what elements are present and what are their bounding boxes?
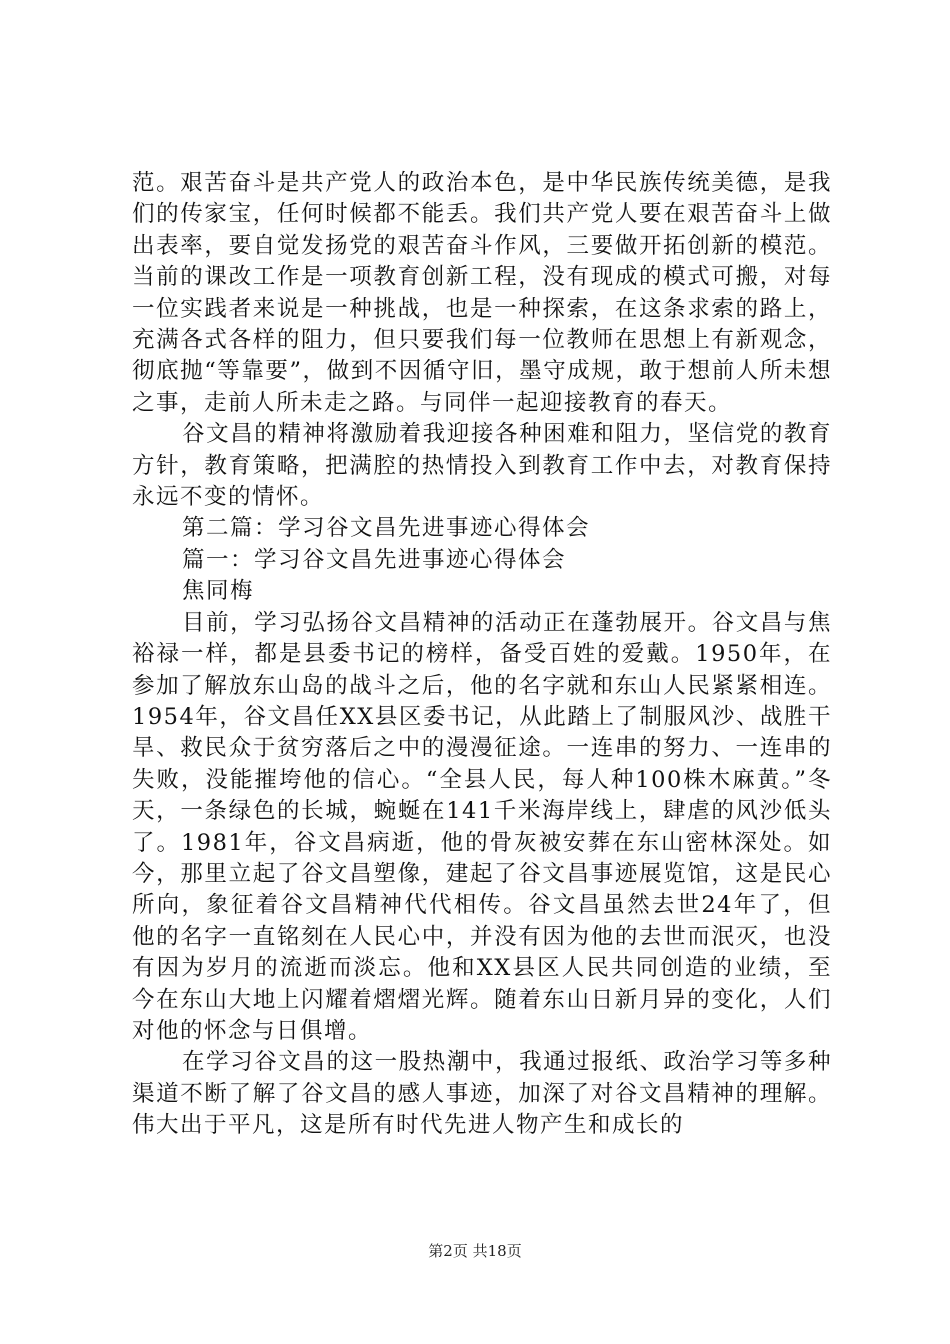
- section-heading-article-one: 篇一：学习谷文昌先进事迹心得体会: [182, 546, 567, 573]
- page-number-footer: 第2页 共18页: [428, 1242, 522, 1260]
- section-heading-part-two: 第二篇：学习谷文昌先进事迹心得体会: [182, 515, 591, 542]
- paragraph-continuation: 范。艰苦奋斗是共产党人的政治本色，是中华民族传统美德，是我们的传家宝，任何时候都不能丢。我们共产党人要在艰苦奋斗上做出表率，要自觉发扬党的艰苦奋斗作风，三要做开拓创新的模范。当前的课改工作是一项教育创新工程，没有现成的模式可搬，对每一位实践者来说是一种挑战，也是一种探索，在这条求索的路上，充满各式各样的阻力，但只要我们每一位教师在思想上有新观念，彻底抛“等靠要”，做到不因循守旧，墨守成规，敢于想前人所未想之事，走前人所未走之路。与同伴一起迎接教育的春天。: [132, 170, 832, 416]
- paragraph-learning: 在学习谷文昌的这一股热潮中，我通过报纸、政治学习等多种渠道不断了解了谷文昌的感人事迹，加深了对谷文昌精神的理解。伟大出于平凡，这是所有时代先进人物产生和成长的: [132, 1049, 832, 1139]
- author-name: 焦同梅: [182, 578, 255, 605]
- document-body: [132, 168, 832, 1142]
- paragraph-biography: 目前，学习弘扬谷文昌精神的活动正在蓬勃展开。谷文昌与焦裕禄一样，都是县委书记的榜样，备受百姓的爱戴。1950年，在参加了解放东山岛的战斗之后，他的名字就和东山人民紧紧相连。1954年，谷文昌任XX县区委书记，从此踏上了制服风沙、战胜干旱、救民众于贫穷落后之中的漫漫征途。一连串的努力、一连串的失败，没能摧垮他的信心。“全县人民，每人种100株木麻黄。”冬天，一条绿色的长城，蜿蜒在141千米海岸线上，肆虐的风沙低头了。1981年，谷文昌病逝，他的骨灰被安葬在东山密林深处。如今，那里立起了谷文昌塑像，建起了谷文昌事迹展览馆，这是民心所向，象征着谷文昌精神代代相传。谷文昌虽然去世24年了，但他的名字一直铭刻在人民心中，并没有因为他的去世而泯灭，也没有因为岁月的流逝而淡忘。他和XX县区人民共同创造的业绩，至今在东山大地上闪耀着熠熠光辉。随着东山日新月异的变化，人们对他的怀念与日俱增。: [132, 609, 832, 1044]
- paragraph-gu-wenchang-spirit: 谷文昌的精神将激励着我迎接各种困难和阻力，坚信党的教育方针，教育策略，把满腔的热情投入到教育工作中去，对教育保持永远不变的情怀。: [132, 421, 832, 511]
